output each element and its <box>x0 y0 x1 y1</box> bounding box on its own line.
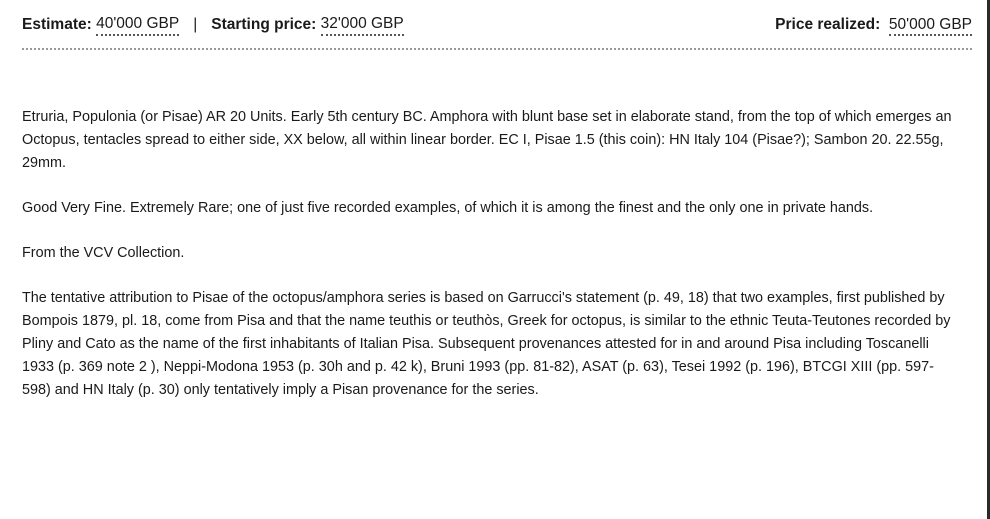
dotted-divider <box>22 48 972 50</box>
lot-description <box>22 106 962 424</box>
price-realized-label: Price realized: <box>775 16 881 33</box>
estimate-value[interactable]: 40'000 GBP <box>96 15 179 36</box>
price-realized-value[interactable]: 50'000 GBP <box>889 16 972 36</box>
price-separator: | <box>193 16 198 33</box>
price-bar-right <box>775 16 972 34</box>
estimate-label: Estimate: <box>22 16 92 33</box>
starting-price-value[interactable]: 32'000 GBP <box>321 15 404 36</box>
price-bar-left <box>22 15 404 36</box>
starting-price-label: Starting price: <box>211 16 317 33</box>
description-paragraph-grade: Good Very Fine. Extremely Rare; one of just five recorded examples, of which it is among the finest and the only one in private hands. <box>22 200 874 216</box>
description-paragraph-provenance: From the VCV Collection. <box>22 245 185 261</box>
description-paragraph-coin: Etruria, Populonia (or Pisae) AR 20 Units. Early 5th century BC. Amphora with blunt base set in elaborate stand, from the top of which emerges an Octopus, tentacles spread to either side, XX below, all within linear border. EC I, Pisae 1.5 (this coin): HN Italy 104 (Pisae?); Sambon 20. 22.55g, 29mm. <box>22 109 952 171</box>
price-bar <box>22 14 972 36</box>
description-paragraph-attribution: The tentative attribution to Pisae of the octopus/amphora series is based on Garrucci's statement (p. 49, 18) that two examples, first published by Bompois 1879, pl. 18, come from Pisa and that the name teuthis or teuthòs, Greek for octopus, is similar to the ethnic Teuta-Teutones recorded by Pliny and Cato as the name of the first inhabitants of Italian Pisa. Subsequent provenances attested for in and around Pisa including Toscanelli 1933 (p. 369 note 2 ), Neppi-Modona 1953 (p. 30h and p. 42 k), Bruni 1993 (pp. 81-82), ASAT (p. 63), Tesei 1992 (p. 196), BTCGI XIII (pp. 597-598) and HN Italy (p. 30) only tentatively imply a Pisan provenance for the series. <box>22 290 951 398</box>
